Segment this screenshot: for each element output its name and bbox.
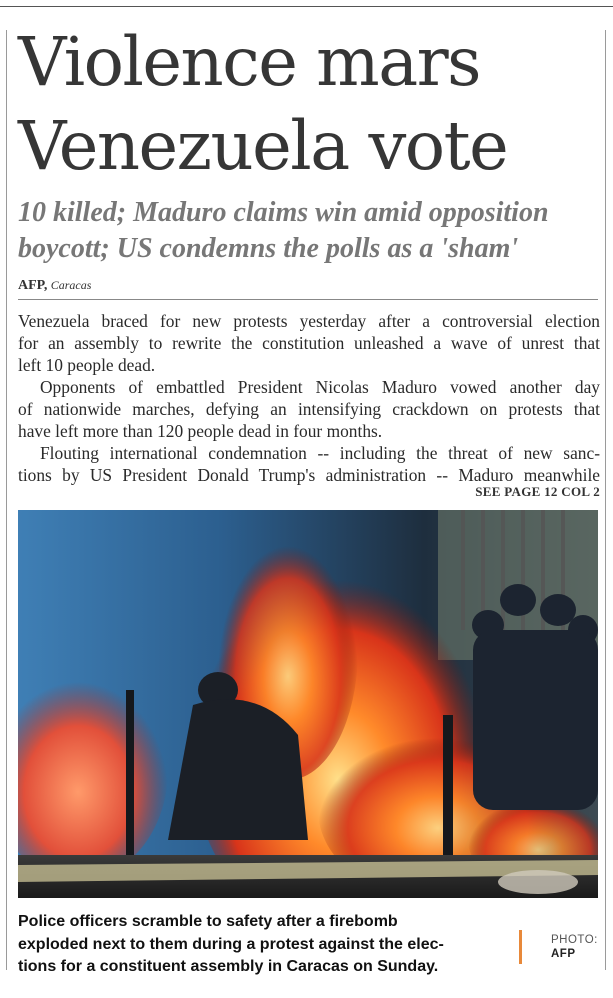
subheadline-line-2: boycott; US condemns the polls as a 'sham' [18,233,519,264]
headline-line-1: Violence mars [18,23,481,101]
body-line: Venezuela braced for new protests yesterday after a controversial election [18,311,600,331]
byline-place: Caracas [50,278,92,292]
photo-credit-agency: AFP [551,948,576,960]
column-rule-left [6,30,7,970]
body-line: for an assembly to rewrite the constitution unleashed a wave of unrest that [18,333,600,353]
photo-caption [18,911,488,979]
headline-line-2: Venezuela vote [18,107,508,185]
byline [18,277,91,294]
subheadline [18,195,603,267]
photo-credit [551,933,598,961]
body-line: tions by US President Donald Trump's administration -- Maduro meanwhile [18,465,600,485]
top-rule [0,6,613,7]
credit-accent-bar [519,930,522,964]
byline-agency: AFP, [18,278,48,293]
byline-rule [18,299,598,300]
article-body [18,310,600,486]
body-line: of nationwide marches, defying an intensifying crackdown on protests that [18,399,600,419]
caption-line-1: Police officers scramble to safety after a firebomb [18,913,398,930]
subheadline-line-1: 10 killed; Maduro claims win amid opposition [18,197,549,228]
headline [18,20,603,188]
jump-line[interactable]: SEE PAGE 12 COL 2 [475,484,600,499]
body-line: left 10 people dead. [18,355,156,375]
body-line: have left more than 120 people dead in four months. [18,421,383,441]
column-rule-right [605,30,606,970]
fire-photo-illustration [18,510,598,898]
body-line: Flouting international condemnation -- including the threat of new sanc- [40,443,600,463]
caption-line-3: tions for a constituent assembly in Caracas on Sunday. [18,958,439,975]
news-photo [18,510,598,898]
photo-credit-label: PHOTO: [551,934,598,946]
caption-line-2: exploded next to them during a protest against the elec- [18,935,444,953]
body-line: Opponents of embattled President Nicolas Maduro vowed another day [40,377,600,397]
